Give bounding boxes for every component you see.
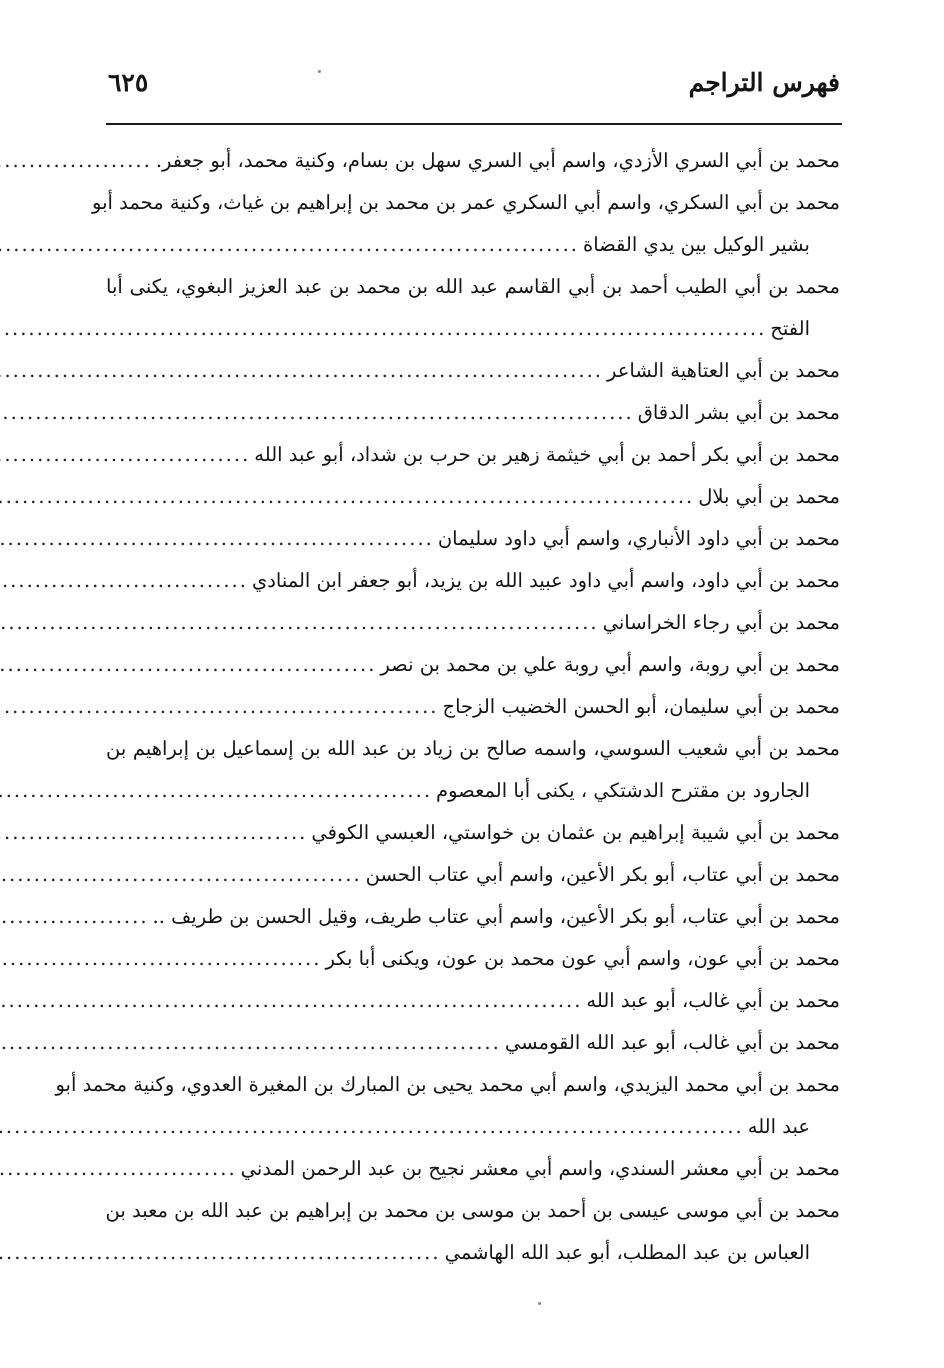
entry-line	[106, 518, 840, 560]
paper-speck	[538, 1302, 541, 1305]
entry-line	[106, 1148, 840, 1190]
entry-line	[106, 434, 840, 476]
leader-dots	[0, 854, 362, 896]
entry-text: محمد بن أبي معشر السندي، واسم أبي معشر نجيح بن عبد الرحمن المدني	[240, 1157, 840, 1180]
entry-line	[106, 686, 840, 728]
entry-line	[106, 1190, 840, 1232]
index-entry	[92, 182, 840, 266]
leader-dots	[0, 1148, 237, 1190]
entry-text: محمد بن أبي الطيب أحمد بن أبي القاسم عبد الله بن محمد بن عبد العزيز البغوي، يكنى أبا	[106, 275, 840, 298]
entry-text: محمد بن أبي سليمان، أبو الحسن الخضيب الزجاج	[442, 695, 840, 718]
index-entry	[106, 1190, 840, 1274]
entry-line	[106, 350, 840, 392]
index-entry	[106, 728, 840, 812]
leader-dots	[0, 350, 603, 392]
entry-line	[106, 266, 840, 308]
entry-text: محمد بن أبي موسى عيسى بن أحمد بن موسى بن محمد بن إبراهيم بن عبد الله بن معبد بن	[105, 1199, 840, 1222]
entry-text: محمد بن أبي شيبة إبراهيم بن عثمان بن خواستي، العبسي الكوفي	[311, 821, 840, 844]
leader-dots	[0, 980, 582, 1022]
entry-line	[106, 392, 840, 434]
entry-text: محمد بن أبي السري الأزدي، واسم أبي السري سهل بن بسام، وكنية محمد، أبو جعفر.	[155, 149, 840, 172]
entry-line	[106, 140, 840, 182]
index-entry	[106, 812, 840, 854]
leader-dots	[0, 392, 634, 434]
leader-dots	[0, 644, 376, 686]
entry-line	[106, 560, 840, 602]
entry-line	[92, 182, 840, 224]
entry-text: محمد بن أبي غالب، أبو عبد الله	[586, 989, 840, 1012]
index-entry	[55, 1064, 840, 1148]
index-entry	[106, 896, 840, 938]
entry-continuation-line	[106, 770, 840, 812]
leader-dots	[0, 1232, 441, 1274]
entry-continuation-line	[106, 224, 840, 266]
leader-dots	[0, 896, 149, 938]
entry-text: محمد بن أبي بشر الدقاق	[637, 401, 840, 424]
page-number: ٦٢٥	[108, 68, 149, 97]
index-entry	[106, 1022, 840, 1064]
header-title: فهرس التراجم	[688, 68, 840, 97]
entry-text: محمد بن أبي رجاء الخراساني	[602, 611, 840, 634]
leader-dots	[0, 308, 766, 350]
entry-text: محمد بن أبي عتاب، أبو بكر الأعين، واسم أبي عتاب الحسن	[365, 863, 840, 886]
entry-line	[106, 938, 840, 980]
entry-line	[106, 812, 840, 854]
entry-continuation-line	[106, 308, 840, 350]
leader-dots	[0, 602, 599, 644]
entry-line	[106, 602, 840, 644]
entry-text: محمد بن أبي روبة، واسم أبي روبة علي بن محمد بن نصر	[380, 653, 840, 676]
leader-dots	[0, 1022, 501, 1064]
index-entry	[106, 854, 840, 896]
entry-continuation-line	[106, 1106, 840, 1148]
index-entry	[106, 392, 840, 434]
entry-text: محمد بن أبي السكري، واسم أبي السكري عمر بن محمد بن إبراهيم بن غياث، وكنية محمد أبو	[92, 191, 840, 214]
index-entry	[106, 350, 840, 392]
entry-line	[106, 1022, 840, 1064]
index-entry	[106, 980, 840, 1022]
leader-dots	[0, 476, 694, 518]
biography-index-list	[55, 140, 840, 1274]
index-entry	[106, 644, 840, 686]
entry-text: محمد بن أبي العتاهية الشاعر	[606, 359, 840, 382]
entry-continuation-line	[106, 1232, 840, 1274]
index-entry	[106, 140, 840, 182]
entry-text: محمد بن أبي محمد اليزيدي، واسم أبي محمد يحيى بن المبارك بن المغيرة العدوي، وكنية محمد أبو	[55, 1073, 840, 1096]
entry-text: محمد بن أبي بلال	[698, 485, 840, 508]
entry-line	[106, 896, 840, 938]
entry-line	[106, 644, 840, 686]
header-rule	[106, 123, 842, 125]
index-entry	[106, 602, 840, 644]
entry-text: محمد بن أبي عتاب، أبو بكر الأعين، واسم أبي عتاب طريف، وقيل الحسن بن طريف ..	[152, 905, 840, 928]
entry-text: محمد بن أبي شعيب السوسي، واسمه صالح بن زياد بن عبد الله بن إسماعيل بن إبراهيم بن	[106, 737, 840, 760]
index-entry	[106, 434, 840, 476]
leader-dots	[0, 1106, 744, 1148]
leader-dots	[0, 686, 438, 728]
entry-line	[106, 476, 840, 518]
leader-dots	[0, 938, 321, 980]
leader-dots	[0, 224, 579, 266]
paper-speck	[318, 70, 321, 73]
leader-dots	[0, 434, 250, 476]
entry-line	[106, 728, 840, 770]
index-entry	[106, 938, 840, 980]
index-entry	[106, 1148, 840, 1190]
entry-text: عبد الله	[747, 1115, 810, 1138]
leader-dots	[0, 518, 434, 560]
index-entry	[106, 476, 840, 518]
entry-text: محمد بن أبي غالب، أبو عبد الله القومسي	[504, 1031, 840, 1054]
entry-text: محمد بن أبي بكر أحمد بن أبي خيثمة زهير بن حرب بن شداد، أبو عبد الله	[254, 443, 840, 466]
leader-dots	[0, 770, 432, 812]
entry-text: محمد بن أبي داود الأنباري، واسم أبي داود سليمان	[437, 527, 840, 550]
entry-text: بشير الوكيل بين يدي القضاة	[582, 233, 810, 256]
entry-line	[106, 854, 840, 896]
entry-text: محمد بن أبي داود، واسم أبي داود عبيد الله بن يزيد، أبو جعفر ابن المنادي	[251, 569, 840, 592]
entry-text: الجارود بن مقترح الدشتكي ، يكنى أبا المعصوم	[436, 779, 810, 802]
leader-dots	[0, 140, 152, 182]
leader-dots	[0, 560, 248, 602]
entry-line	[106, 980, 840, 1022]
index-entry	[106, 560, 840, 602]
index-entry	[106, 686, 840, 728]
index-entry	[106, 518, 840, 560]
entry-text: محمد بن أبي عون، واسم أبي عون محمد بن عون، ويكنى أبا بكر	[325, 947, 840, 970]
entry-text: العباس بن عبد المطلب، أبو عبد الله الهاشمي	[444, 1241, 810, 1264]
page-header	[108, 62, 840, 106]
leader-dots	[0, 812, 307, 854]
entry-line	[55, 1064, 840, 1106]
index-entry	[106, 266, 840, 350]
entry-text: الفتح	[770, 317, 810, 340]
